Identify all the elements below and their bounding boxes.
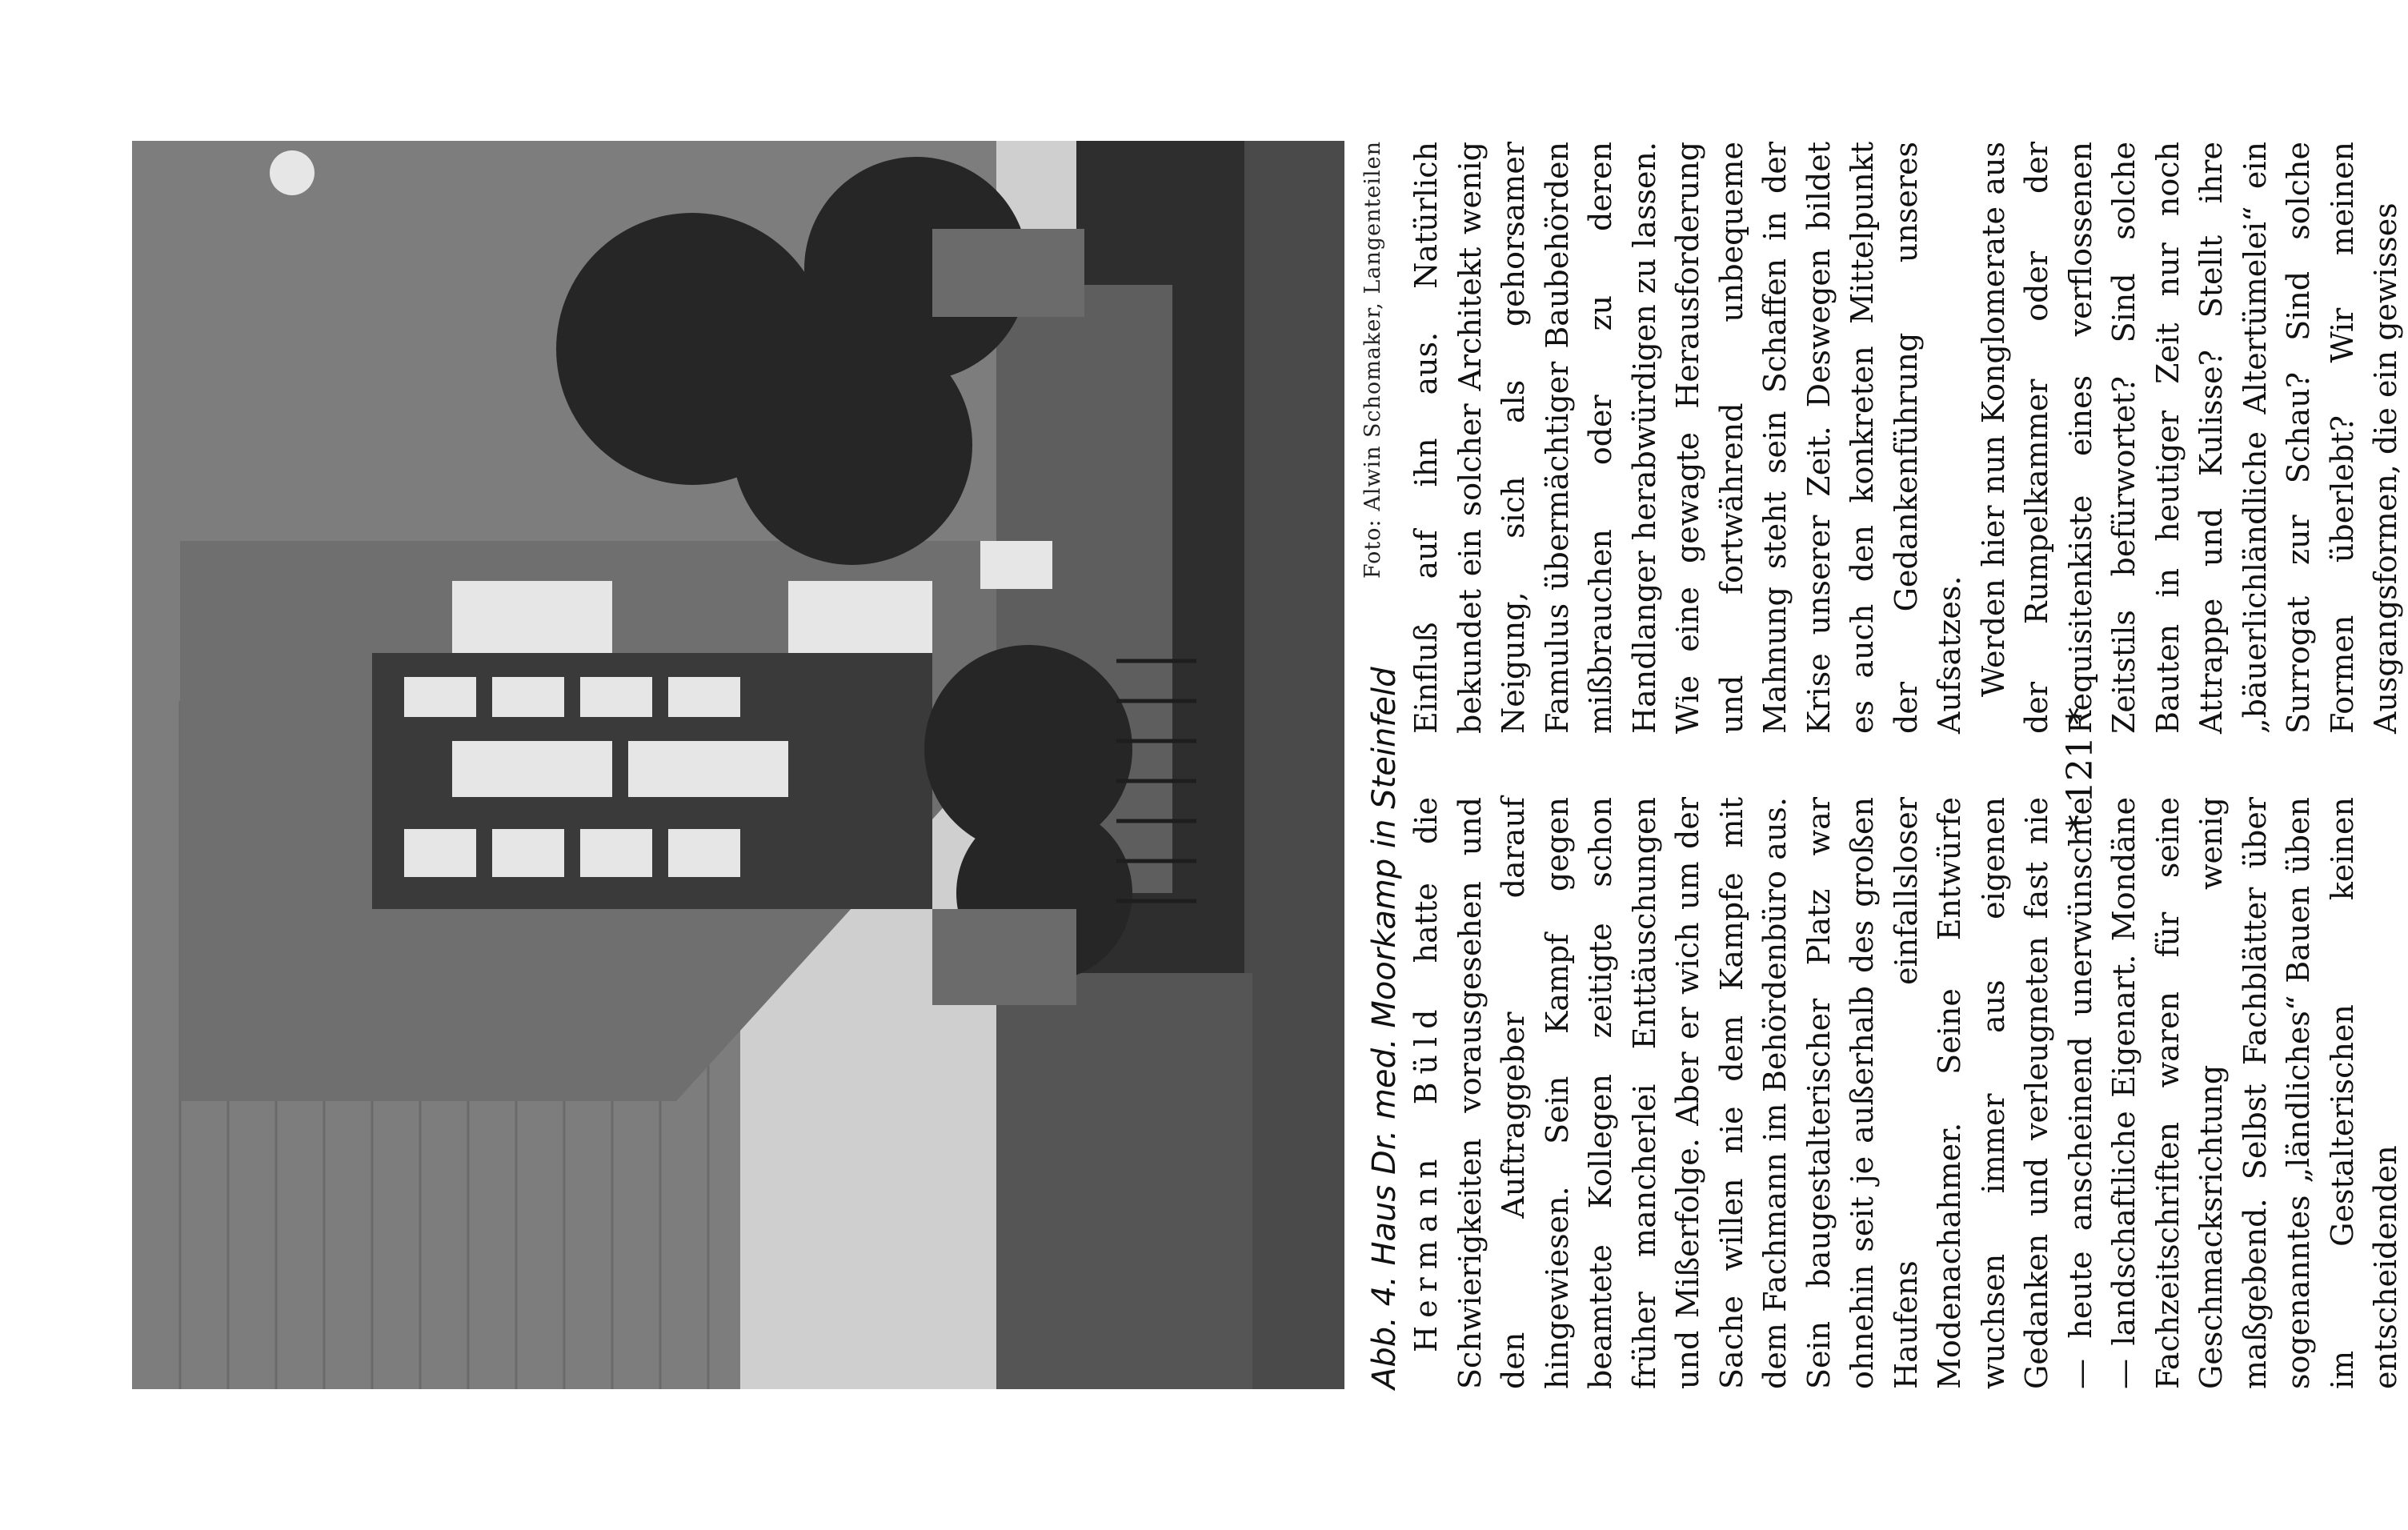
photo-ground <box>1244 141 1344 1389</box>
paragraph: Werden hier nun Konglomerate aus der Rumpelkammer oder der Requisitenkiste eines verflossenen Zeitstils befürwortet? Sind solche Bauten in heutiger Zeit nur noch Attrappe und Kulisse? Stellt ihre „bäuerlichländliche Altertümelei“ ein Surrogat zur Schau? Sind solche Formen überlebt? Wir meinen Ausgangsformen, die ein gewisses <box>1975 142 2403 734</box>
paragraph: Einfluß auf ihn aus. Natürlich bekundet ein solcher Architekt wenig Neigung, sich als gehorsamer Famulus übermächtiger Baubehörden mißbrauchen oder zu deren Handlanger herabwürdigen zu lassen. Wie eine gewagte Herausforderung und fortwährend unbequeme Mahnung steht sein Schaffen in der Krise unserer Zeit. Deswegen bildet es auch den konkreten Mittelpunkt der Gedankenführung unseres Aufsatzes. <box>1408 142 1967 734</box>
text-column-left <box>1404 797 2403 1389</box>
text-column-right <box>1404 142 2403 734</box>
photo-credit: Foto: Alwin Schomaker, Langenteilen <box>1360 141 1385 579</box>
paragraph <box>1404 797 2408 1389</box>
paragraph-text: hatte die Schwierigkeiten vorausgesehen und den Auftraggeber darauf hingewiesen. Sein Kampf gegen beamtete Kollegen zeitigte schon früher mancherlei Enttäuschungen und Mißerfolge. Aber er wich um der Sache willen nie dem Kampfe mit dem Fachmann im Behördenbüro aus. Sein baugestalterischer Platz war ohnehin seit je außerhalb des großen Haufens einfallsloser Modenachahmer. Seine Entwürfe wuchsen immer aus eigenen Gedanken und verleugneten fast nie — heute anscheinend unerwünschte — landschaftliche Eigenart. Mondäne Fachzeitschriften waren für seine Geschmacksrichtung wenig maßgebend. Selbst Fachblätter über sogenanntes „ländliches“ Bauen üben im Gestalterischen keinen entscheidenden <box>1408 797 2403 1389</box>
architect-name: Hermann Büld <box>1408 1001 1444 1352</box>
house-photograph <box>132 141 1344 1389</box>
figure-caption: Abb. 4. Haus Dr. med. Moorkamp in Steinfeld <box>1366 667 1403 1389</box>
photo-round-window <box>270 150 315 195</box>
house-photo-drawing <box>132 141 1344 1389</box>
photo-gate-pillar-right <box>932 229 1084 317</box>
page-number: * 121 * <box>2060 707 2101 832</box>
photo-gate-pillar-left <box>932 909 1076 1005</box>
photo-brick-wall-left <box>996 973 1252 1389</box>
